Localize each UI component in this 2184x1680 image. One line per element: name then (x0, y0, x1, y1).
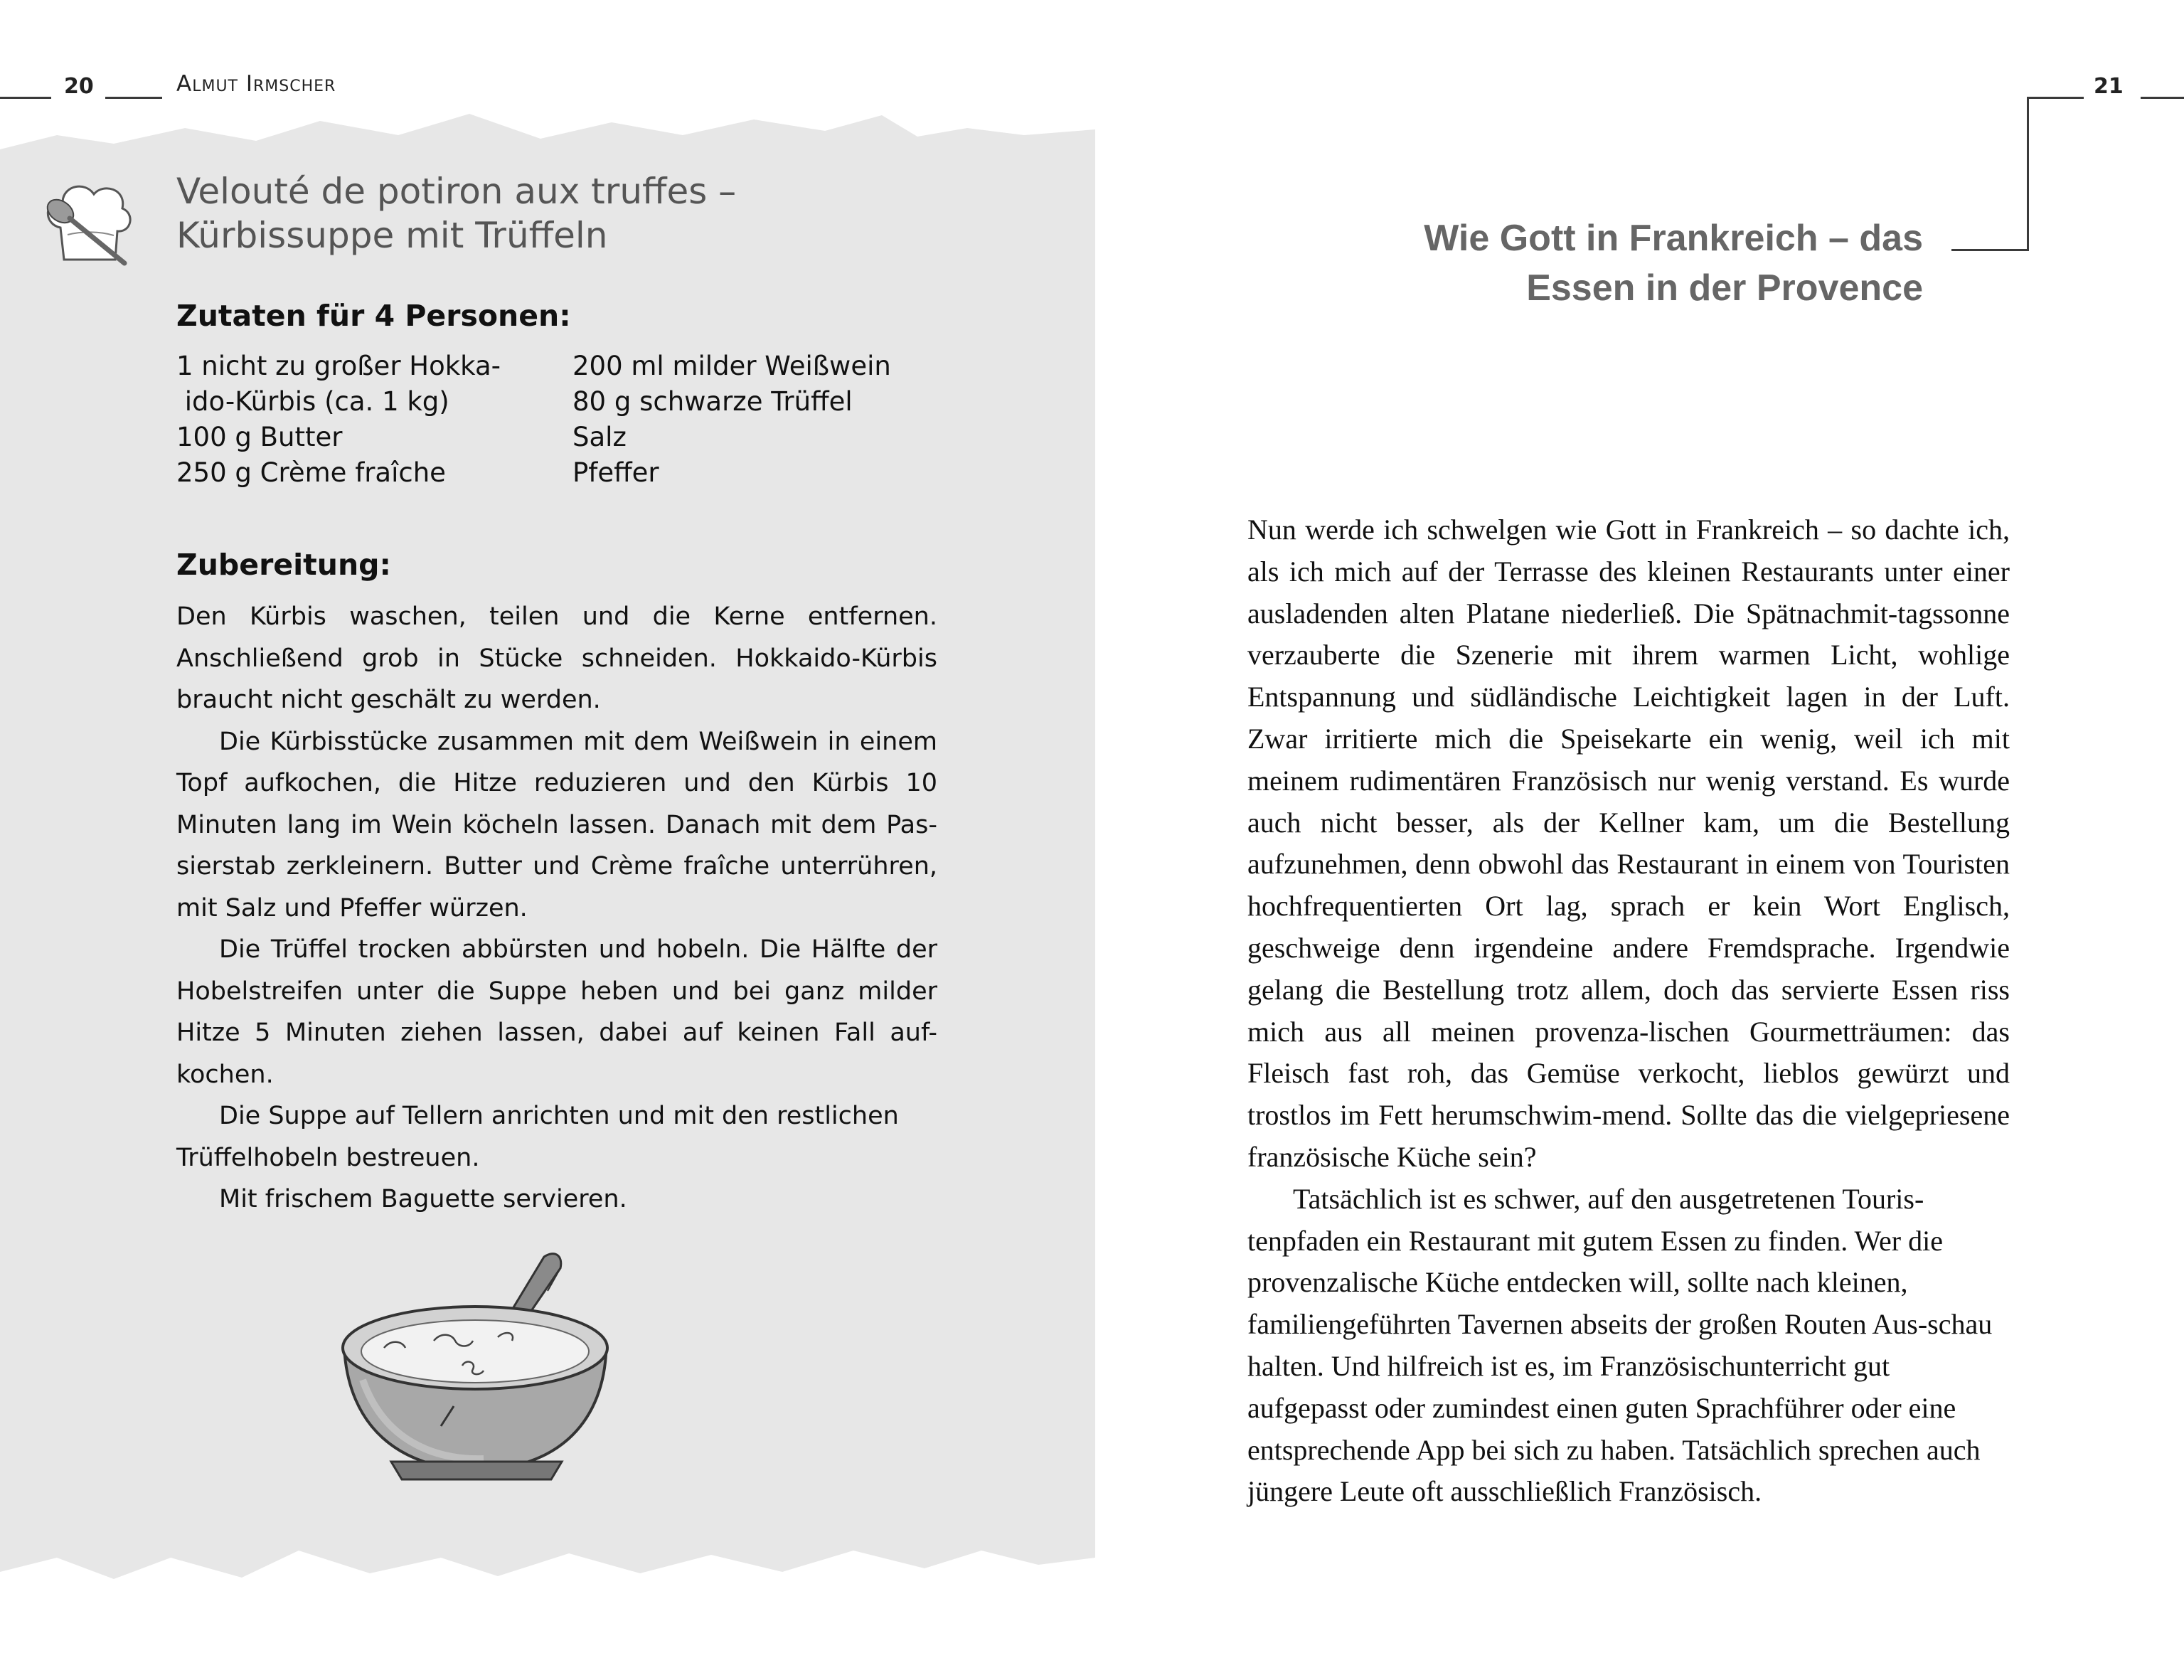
ingredients-column-left (176, 349, 501, 491)
recipe-title-line-1: Velouté de potiron aux truffes – (176, 171, 737, 212)
preparation-step: Den Kürbis waschen, teilen und die Kerne entfernen. Anschließend grob in Stücke schneiden. Hokkaido-Kürbis braucht nicht geschält zu werden. (176, 602, 937, 714)
ingredients-heading: Zutaten für 4 Personen: (176, 299, 571, 333)
ingredient-item: Pfeffer (572, 457, 659, 488)
header-rule-left-inner (105, 97, 162, 99)
running-head-author: Almut Irmscher (176, 71, 336, 97)
preparation-step: Die Suppe auf Tellern anrichten und mit den restlichen Trüffelhobeln bestreuen. (176, 1102, 899, 1172)
chapter-bracket-horizontal (1951, 249, 2029, 251)
preparation-text (176, 596, 937, 1221)
preparation-heading: Zubereitung: (176, 548, 391, 582)
chapter-title (1283, 213, 1923, 313)
chef-hat-spoon-icon (28, 174, 142, 274)
chapter-bracket-vertical (2027, 97, 2029, 251)
ingredients-column-right (572, 349, 891, 491)
soup-bowl-illustration (334, 1248, 619, 1490)
page-number-left: 20 (64, 74, 94, 99)
body-text (1247, 509, 2010, 1513)
preparation-step: Mit frischem Baguette servieren. (219, 1185, 627, 1213)
body-paragraph: Tatsächlich ist es schwer, auf den ausgetretenen Touris-tenpfaden ein Restaurant mit gutem Essen zu finden. Wer die provenzalische Küche entdecken will, sollte nach kleinen, familiengeführten Tavernen abseits der großen Routen Aus-schau halten. Und hilfreich ist es, im Französischunterricht gut aufgepasst oder zumindest einen guten Sprachführer oder eine entsprechende App bei sich zu haben. Tatsächlich sprechen auch jüngere Leute oft ausschließlich Französisch. (1247, 1182, 1993, 1508)
ingredient-item: Salz (572, 422, 627, 452)
ingredient-item: 1 nicht zu großer Hokka- (176, 351, 501, 381)
chapter-title-line-2: Essen in der Provence (1526, 267, 1923, 309)
preparation-step: Die Kürbisstücke zusammen mit dem Weißwein in einem Topf aufkochen, die Hitze reduzieren und den Kürbis 10 Minuten lang im Wein köcheln lassen. Danach mit dem Pas-sierstab zerkleinern. Butter und Crème fraîche unterrühren, mit Salz und Pfeffer würzen. (176, 727, 937, 923)
ingredient-item: ido-Kürbis (ca. 1 kg) (176, 386, 449, 417)
ingredient-item: 100 g Butter (176, 422, 343, 452)
ingredient-item: 250 g Crème fraîche (176, 457, 446, 488)
body-paragraph: Nun werde ich schwelgen wie Gott in Frankreich – so dachte ich, als ich mich auf der Terrasse des kleinen Restaurants unter einer ausladenden alten Platane niederließ. Die Spätnachmit-tagssonne verzauberte die Szenerie mit ihrem warmen Licht, wohlige Entspannung und südländische Leichtigkeit lagen in der Luft. Zwar irritierte mich die Speisekarte ein wenig, weil ich mit meinem rudimentären Französisch nur wenig verstand. Es wurde auch nicht besser, als der Kellner kam, um die Bestellung aufzunehmen, denn obwohl das Restaurant in einem von Touristen hochfrequentierten Ort lag, sprach er kein Wort Englisch, geschweige denn irgendeine andere Fremdsprache. Irgendwie gelang die Bestellung trotz allem, doch das servierte Essen riss mich aus all meinen provenza-lischen Gourmetträumen: das Fleisch fast roh, das Gemüse verkocht, lieblos gewürzt und trostlos im Fett herumschwim-mend. Sollte das die vielgepriesene französische Küche sein? (1247, 514, 2010, 1173)
recipe-title-line-2: Kürbissuppe mit Trüffeln (176, 215, 608, 256)
preparation-step: Die Trüffel trocken abbürsten und hobeln. Die Hälfte der Hobelstreifen unter die Suppe heben und bei ganz milder Hitze 5 Minuten ziehen lassen, dabei auf keinen Fall auf-kochen. (176, 935, 937, 1089)
page-number-right: 21 (2094, 74, 2124, 99)
ingredient-item: 80 g schwarze Trüffel (572, 386, 853, 417)
recipe-title (176, 169, 959, 257)
chapter-title-line-1: Wie Gott in Frankreich – das (1424, 218, 1923, 259)
header-rule-right-outer (2141, 97, 2184, 99)
header-rule-left-outer (0, 97, 51, 99)
header-rule-right (2027, 97, 2084, 99)
ingredient-item: 200 ml milder Weißwein (572, 351, 891, 381)
